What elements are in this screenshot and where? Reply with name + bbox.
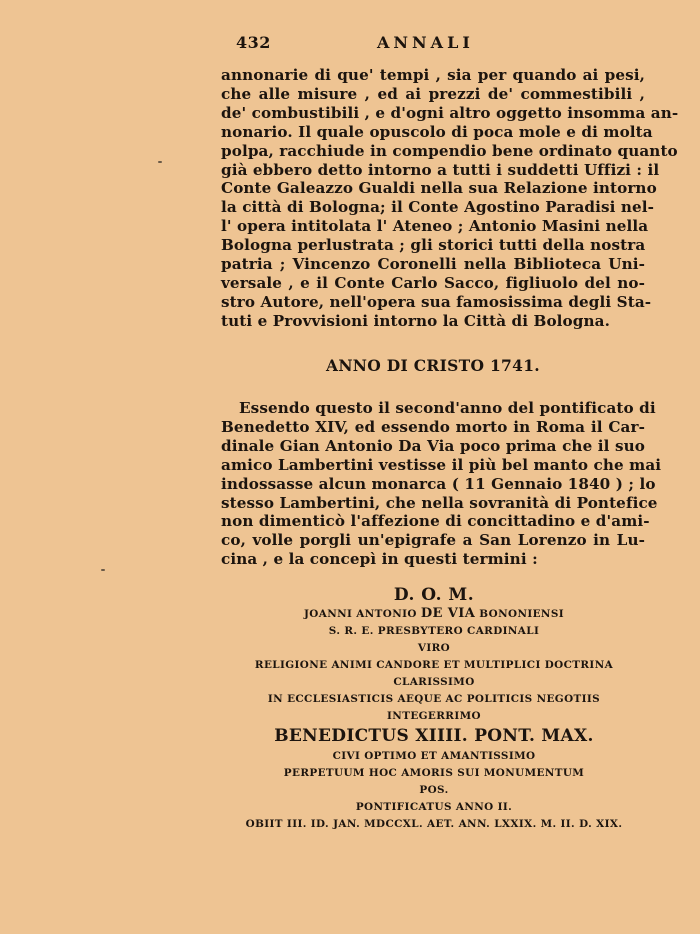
text-line: nonario. Il quale opuscolo di poca mole e di molta	[221, 122, 653, 141]
text-line: Benedetto XIV, ed essendo morto in Roma il Car-	[221, 417, 645, 436]
text-line: Conte Galeazzo Gualdi nella sua Relazione intorno	[221, 179, 657, 198]
text-line: la città di Bologna; il Conte Agostino Paradisi nel-	[221, 198, 655, 217]
page-header	[0, 33, 700, 55]
section-heading: ANNO DI CRISTO 1741.	[326, 356, 540, 375]
text-line: l' opera intitolata l' Ateneo ; Antonio Masini nella	[221, 217, 649, 236]
running-title: ANNALI	[377, 33, 474, 52]
inscription-fragment: JOANNI ANTONIO	[303, 608, 417, 620]
page-number: 432	[236, 33, 271, 52]
text-line: indossasse alcun monarca ( 11 Gennaio 1840 ) ; lo	[221, 474, 656, 493]
text-line: già ebbero detto intorno a tutti i suddetti Uffizi : il	[221, 160, 660, 179]
inscription-fragment: BONONIENSI	[479, 608, 564, 620]
text-line: de' combustibili , e d'ogni altro oggetto insomma an-	[221, 103, 679, 122]
text-line: Bologna perlustrata ; gli storici tutti della nostra	[221, 236, 646, 255]
inscription-line: VIRO	[417, 642, 451, 654]
inscription-line: IN ECCLESIASTICIS AEQUE AC POLITICIS NEGOTIIS	[267, 693, 601, 705]
inscription-line: PONTIFICATUS ANNO II.	[355, 801, 513, 813]
paragraph-1	[221, 66, 679, 331]
inscription-line: S. R. E. PRESBYTERO CARDINALI	[328, 625, 540, 637]
text-line: stro Autore, nell'opera sua famosissima degli Sta-	[221, 292, 652, 311]
paper-speck	[101, 569, 105, 571]
paper-speck	[158, 161, 162, 163]
inscription-fragment: DE VIA	[420, 606, 476, 621]
text-line: tuti e Provvisioni intorno la Città di Bologna.	[221, 311, 610, 330]
inscription-line	[220, 605, 648, 623]
inscription-line: POS.	[419, 784, 449, 796]
inscription-line: CLARISSIMO	[393, 676, 475, 688]
text-line: patria ; Vincenzo Coronelli nella Biblioteca Uni-	[221, 255, 645, 274]
text-line: dinale Gian Antonio Da Via poco prima che il suo	[221, 436, 645, 455]
inscription-line: OBIIT III. ID. JAN. MDCCXL. AET. ANN. LXXIX. M. II. D. XIX.	[245, 818, 623, 830]
inscription-line: D. O. M.	[393, 585, 475, 605]
epigraph-inscription	[220, 586, 648, 833]
text-line: co, volle porgli un'epigrafe a San Lorenzo in Lu-	[221, 531, 645, 550]
paragraph-2	[221, 399, 662, 569]
text-line: che alle misure , ed ai prezzi de' commestibili ,	[221, 84, 645, 103]
text-line: amico Lambertini vestisse il più bel manto che mai	[221, 455, 662, 474]
inscription-line: BENEDICTUS XIIII. PONT. MAX.	[274, 726, 594, 746]
text-line: cina , e la concepì in questi termini :	[221, 550, 538, 569]
inscription-line: RELIGIONE ANIMI CANDORE ET MULTIPLICI DOCTRINA	[254, 659, 614, 671]
text-line: polpa, racchiude in compendio bene ordinato quanto	[221, 141, 678, 160]
text-line: annonarie di que' tempi , sia per quando ai pesi,	[221, 66, 645, 84]
text-line: Essendo questo il second'anno del pontificato di	[239, 399, 656, 417]
text-line: non dimenticò l'affezione di concittadino e d'ami-	[221, 512, 650, 531]
text-line: stesso Lambertini, che nella sovranità di Pontefice	[221, 493, 658, 512]
text-line: versale , e il Conte Carlo Sacco, figliuolo del no-	[221, 273, 645, 292]
inscription-line: PERPETUUM HOC AMORIS SUI MONUMENTUM	[283, 767, 585, 779]
inscription-line: CIVI OPTIMO ET AMANTISSIMO	[332, 750, 536, 762]
inscription-line: INTEGERRIMO	[387, 710, 481, 722]
